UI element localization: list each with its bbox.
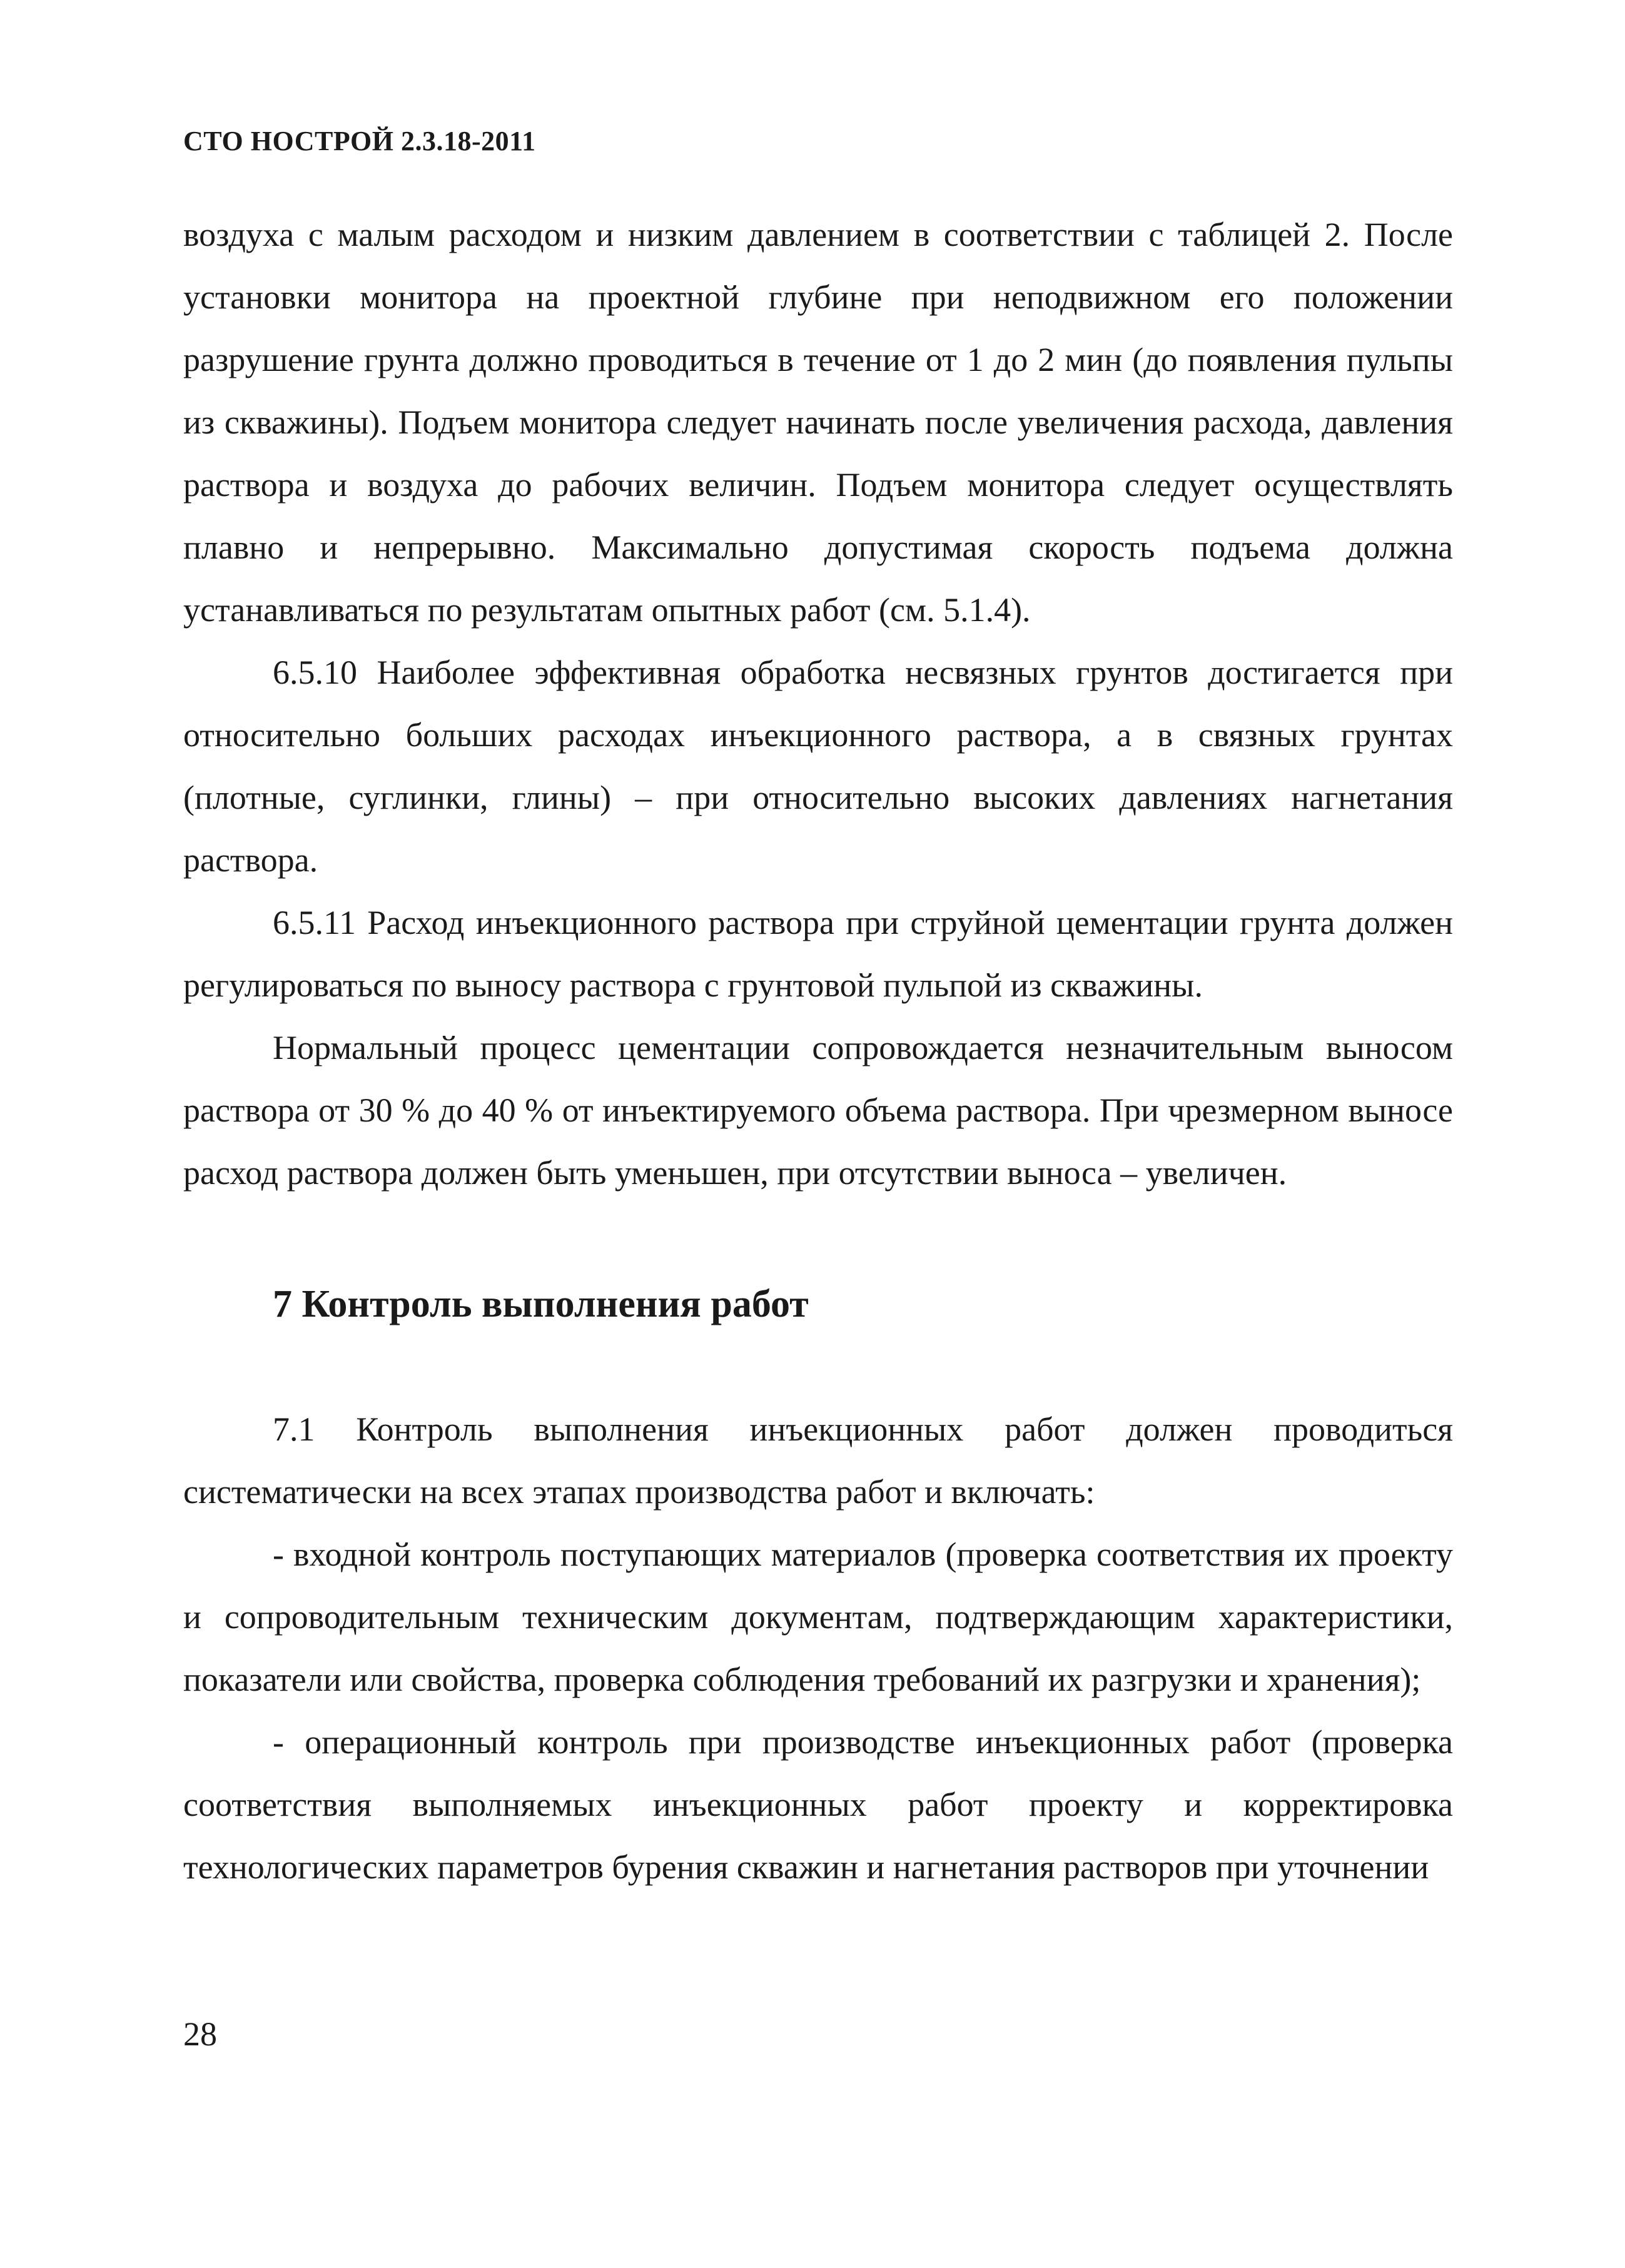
paragraph-6-5-11: 6.5.11 Расход инъекционного раствора при струйной цементации грунта должен регулироваться по выносу раствора с грунтовой пульпой из скважины. [183, 904, 1453, 1004]
paragraph-7-1: 7.1 Контроль выполнения инъекционных работ должен проводиться систематически на всех этапах производства работ и включать: [183, 1410, 1453, 1511]
text-block-section-7 [183, 1398, 1453, 1898]
list-item-operational-control: - операционный контроль при производстве инъекционных работ (проверка соответствия выполняемых инъекционных работ проекту и корректировка технологических параметров бурения скважин и нагнетания растворов при уточнении [183, 1723, 1453, 1886]
text-block-continuation [183, 203, 1453, 1204]
document-header: СТО НОСТРОЙ 2.3.18-2011 [183, 126, 536, 156]
paragraph-continued: воздуха с малым расходом и низким давлением в соответствии с таблицей 2. После установки монитора на проектной глубине при неподвижном его положении разрушение грунта должно проводиться в течение от 1 до 2 мин (до появления пульпы из скважины). Подъем монитора следует начинать после увеличения расхода, давления раствора и воздуха до рабочих величин. Подъем монитора следует осуществлять плавно и непрерывно. Максимально допустимая скорость подъема должна устанавливаться по результатам опытных работ (см. 5.1.4). [183, 216, 1453, 629]
paragraph-6-5-10: 6.5.10 Наиболее эффективная обработка несвязных грунтов достигается при относительно больших расходах инъекционного раствора, а в связных грунтах (плотные, суглинки, глины) – при относительно высоких давлениях нагнетания раствора. [183, 654, 1453, 879]
list-item-input-control: - входной контроль поступающих материалов (проверка соответствия их проекту и сопроводительным техническим документам, подтверждающим характеристики, показатели или свойства, проверка соблюдения требований их разгрузки и хранения); [183, 1536, 1453, 1698]
section-heading: 7 Контроль выполнения работ [273, 1283, 809, 1325]
paragraph-normal-process: Нормальный процесс цементации сопровождается незначительным выносом раствора от 30 % до 40 % от инъектируемого объема раствора. При чрезмерном выносе расход раствора должен быть уменьшен, при отсутствии выноса – увеличен. [183, 1029, 1453, 1192]
page-number: 28 [183, 2015, 217, 2053]
